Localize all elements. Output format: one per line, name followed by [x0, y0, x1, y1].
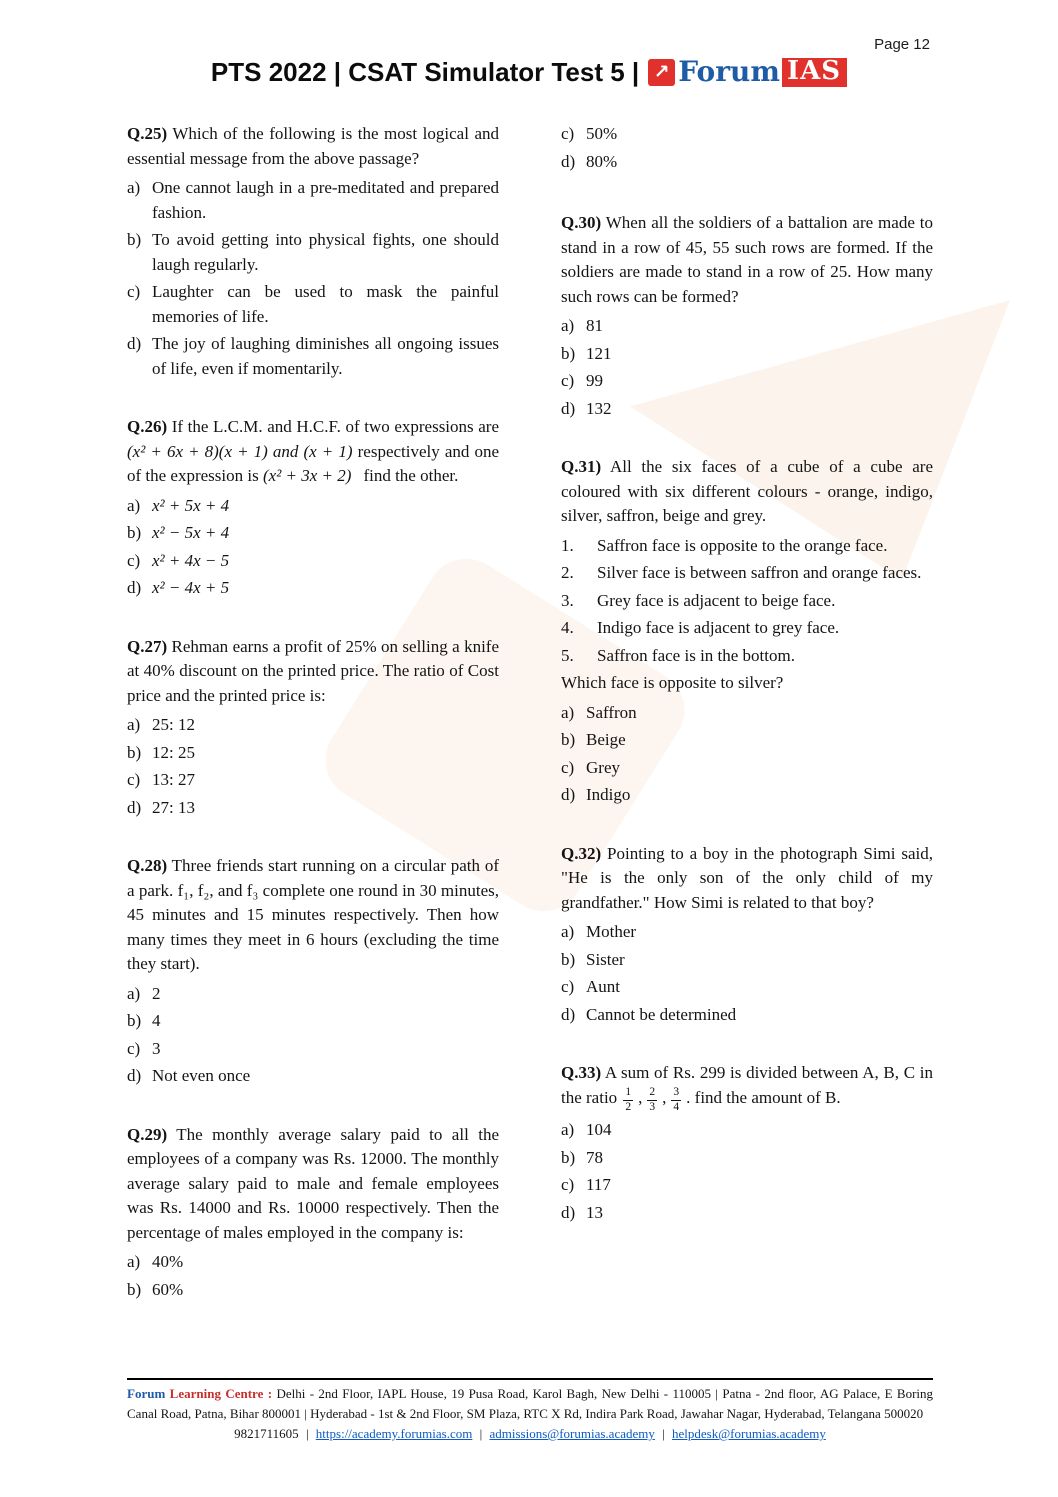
fraction-two-thirds: $\frac{2}{3}$	[649, 1086, 656, 1113]
footer-separator: |	[662, 1426, 665, 1441]
option-text: Cannot be determined	[586, 1004, 737, 1024]
question-31-prompt	[561, 455, 933, 529]
question-number: Q.26)	[127, 417, 168, 436]
footer-link-admissions-email[interactable]: admissions@forumias.academy	[489, 1426, 655, 1441]
option-text: 117	[586, 1175, 611, 1194]
page-number-label: Page 12	[874, 36, 930, 53]
statement-text: Grey face is adjacent to beige face.	[597, 590, 836, 610]
math-expression: (x + 1)	[303, 441, 353, 461]
question-27	[127, 635, 499, 821]
option-text: Mother	[586, 922, 637, 941]
question-text: respectively and one of the expression is	[127, 441, 500, 485]
logo-ias-badge: IAS	[782, 58, 847, 87]
option-c	[127, 549, 499, 574]
statement-number: 3.	[561, 590, 574, 610]
footer-address-text: Delhi - 2nd Floor, IAPL House, 19 Pusa Road, Karol Bagh, New Delhi - 110005 | Patna - 2nd floor, AG Palace, E Boring Canal Road, Patna, Bihar 800001 | Hyderabad - 1st & 2nd Floor, SM Plaza, RTC X Rd, Indira Park Road, Jawahar Nagar, Hyderabad, Telangana 500020	[127, 1386, 934, 1421]
option-label: d)	[127, 1066, 142, 1085]
option-d	[127, 332, 499, 381]
question-number: Q.30)	[561, 213, 602, 232]
option-b	[127, 1278, 499, 1303]
question-25	[127, 122, 499, 381]
option-label: a)	[561, 702, 575, 722]
option-b	[561, 342, 933, 367]
option-label: d)	[561, 1004, 576, 1024]
footer-divider	[127, 1378, 933, 1380]
option-d	[127, 796, 499, 821]
statement-number: 1.	[561, 535, 574, 555]
footer-links	[127, 1424, 933, 1444]
footer-separator: |	[305, 1426, 309, 1441]
option-a	[127, 1250, 499, 1275]
option-a	[561, 701, 933, 726]
footer-link-website[interactable]: https://academy.forumias.com	[315, 1426, 473, 1441]
question-30-prompt	[561, 211, 933, 309]
question-text: find the other.	[363, 466, 459, 485]
statement-item-1	[561, 534, 933, 559]
option-a	[127, 494, 499, 519]
option-label: b)	[127, 230, 142, 249]
option-label: a)	[127, 178, 141, 197]
option-label: b)	[561, 949, 576, 969]
option-label: d)	[127, 578, 142, 597]
question-31	[561, 455, 933, 808]
question-text: If the L.C.M. and H.C.F. of two expressions are	[171, 417, 500, 436]
question-number: Q.32)	[561, 843, 602, 863]
option-text: 4	[152, 1011, 161, 1030]
fraction-three-quarters: $\frac{3}{4}$	[673, 1086, 680, 1113]
question-32	[561, 842, 933, 1028]
option-text: 121	[586, 343, 612, 363]
option-c	[561, 122, 933, 147]
forumias-logo	[648, 55, 847, 88]
option-label: c)	[561, 371, 575, 390]
logo-forum-text: Forum	[678, 55, 780, 88]
option-a	[561, 1118, 933, 1143]
fraction-separator: ,	[638, 1087, 643, 1107]
option-text: x² − 4x + 5	[152, 578, 230, 597]
option-label: c)	[561, 1175, 575, 1194]
option-text: Aunt	[586, 977, 620, 996]
question-text: The monthly average salary paid to all the employees of a company was Rs. 12000. The monthly average salary paid to male and female employees was Rs. 14000 and Rs. 10000 respectively. Then the percentage of males employed in the company is:	[127, 1124, 499, 1242]
option-a	[561, 920, 933, 945]
option-text: 60%	[152, 1279, 184, 1299]
option-b	[127, 228, 499, 277]
option-c	[561, 1173, 933, 1198]
option-text: x² − 5x + 4	[152, 523, 230, 542]
document-title: PTS 2022 | CSAT Simulator Test 5 |	[210, 57, 640, 87]
option-c	[561, 975, 933, 1000]
option-b	[561, 948, 933, 973]
footer-brand-forum: Forum	[127, 1386, 166, 1401]
option-label: b)	[127, 742, 142, 762]
question-text: Which of the following is the most logical and essential message from the above passage?	[127, 124, 499, 168]
option-d	[127, 576, 499, 601]
statement-item-4	[561, 616, 933, 641]
question-number: Q.29)	[127, 1124, 168, 1144]
option-d	[561, 783, 933, 808]
option-a	[561, 314, 933, 339]
option-b	[127, 521, 499, 546]
left-column	[127, 122, 499, 1336]
question-number: Q.28)	[127, 856, 168, 875]
right-column	[561, 122, 933, 1259]
document-header	[0, 55, 1058, 88]
statement-text: Indigo face is adjacent to grey face.	[597, 618, 840, 637]
option-text: 78	[586, 1147, 603, 1167]
option-c	[127, 280, 499, 329]
option-label: b)	[127, 523, 142, 542]
question-29	[127, 1123, 499, 1303]
question-text: . find the amount of B.	[686, 1087, 841, 1107]
option-b	[127, 1009, 499, 1034]
option-label: a)	[127, 495, 141, 515]
option-label: a)	[127, 983, 141, 1003]
question-text: Rehman earns a profit of 25% on selling a knife at 40% discount on the printed price. The ratio of Cost price and the printed price is:	[127, 636, 499, 705]
question-26-prompt	[127, 415, 499, 489]
question-31-subquestion: Which face is opposite to silver?	[561, 673, 784, 692]
footer	[127, 1378, 933, 1444]
option-label: b)	[561, 1147, 576, 1167]
statement-number: 5.	[561, 645, 574, 665]
question-number: Q.27)	[127, 636, 168, 656]
option-text: 81	[586, 316, 603, 335]
option-a	[127, 713, 499, 738]
option-text: 40%	[152, 1252, 184, 1271]
option-text: 13	[586, 1202, 603, 1222]
option-text: 99	[586, 371, 603, 390]
footer-brand-learning-centre: Learning Centre :	[169, 1386, 273, 1401]
option-text: 50%	[586, 124, 618, 143]
option-label: b)	[127, 1279, 142, 1299]
option-c	[127, 768, 499, 793]
question-27-prompt	[127, 635, 499, 709]
option-d	[561, 1003, 933, 1028]
option-text: The joy of laughing diminishes all ongoing issues of life, even if momentarily.	[152, 334, 499, 378]
option-label: c)	[127, 550, 141, 570]
option-label: c)	[127, 282, 141, 301]
math-and: and	[272, 441, 299, 461]
option-text: x² + 4x − 5	[152, 550, 230, 570]
question-26	[127, 415, 499, 601]
option-text: Grey	[586, 757, 620, 777]
statement-item-3	[561, 589, 933, 614]
option-label: b)	[561, 730, 576, 749]
option-c	[127, 1037, 499, 1062]
question-33	[561, 1061, 933, 1225]
option-label: c)	[561, 977, 575, 996]
question-text: When all the soldiers of a battalion are made to stand in a row of 45, 55 such rows are formed. If the soldiers are made to stand in a row of 25. How many such rows can be formed?	[561, 213, 933, 306]
option-c	[561, 369, 933, 394]
option-label: c)	[127, 770, 141, 789]
statement-text: Saffron face is in the bottom.	[597, 645, 795, 665]
option-c	[561, 756, 933, 781]
option-text: 27: 13	[152, 797, 195, 817]
option-a	[127, 982, 499, 1007]
footer-address	[127, 1384, 933, 1424]
footer-phone: 9821711605	[234, 1426, 299, 1441]
option-label: a)	[561, 1120, 575, 1139]
option-label: d)	[127, 797, 142, 817]
option-text: 132	[586, 398, 612, 418]
statement-item-2	[561, 561, 933, 586]
option-label: d)	[561, 151, 576, 171]
option-d	[127, 1064, 499, 1089]
fraction-one-half: $\frac{1}{2}$	[625, 1086, 632, 1113]
statement-text: Saffron face is opposite to the orange face.	[597, 535, 888, 555]
option-text: 80%	[586, 151, 618, 171]
question-text: Three friends start running on a circular path of a park. f₁, f₂, and f₃ complete one round in 30 minutes, 45 minutes and 15 minutes respectively. Then how many times they meet in 6 hours (excluding the time they start).	[127, 856, 499, 973]
question-number: Q.31)	[561, 457, 602, 476]
option-text: x² + 5x + 4	[152, 495, 230, 515]
statement-number: 2.	[561, 563, 574, 582]
question-28-prompt	[127, 854, 499, 977]
question-text: Pointing to a boy in the photograph Simi said, "He is the only son of the only child of my grandfather." How Simi is related to that boy?	[561, 843, 934, 912]
option-text: Not even once	[152, 1066, 251, 1085]
question-25-prompt	[127, 122, 499, 171]
option-text: 25: 12	[152, 715, 195, 734]
math-expression: (x² + 3x + 2)	[262, 466, 352, 485]
option-d	[561, 397, 933, 422]
option-d	[561, 1201, 933, 1226]
option-label: d)	[561, 398, 576, 418]
option-text: To avoid getting into physical fights, one should laugh regularly.	[152, 230, 499, 274]
question-28	[127, 854, 499, 1089]
option-text: Indigo	[586, 785, 631, 804]
option-text: 13: 27	[152, 770, 195, 789]
option-label: a)	[127, 715, 141, 734]
option-label: a)	[561, 922, 575, 941]
option-text: Saffron	[586, 702, 637, 722]
option-label: d)	[561, 785, 576, 804]
option-b	[561, 728, 933, 753]
statement-number: 4.	[561, 618, 574, 637]
footer-separator: |	[479, 1426, 483, 1441]
option-label: c)	[561, 757, 575, 777]
option-text: 2	[152, 983, 161, 1003]
option-label: c)	[561, 124, 575, 143]
statement-item-5	[561, 644, 933, 669]
option-text: 12: 25	[152, 742, 195, 762]
option-label: b)	[561, 343, 576, 363]
option-text: Beige	[586, 730, 626, 749]
fraction-separator: ,	[662, 1087, 667, 1107]
option-text: Laughter can be used to mask the painful memories of life.	[152, 282, 499, 326]
option-label: d)	[127, 334, 142, 353]
statement-text: Silver face is between saffron and orange faces.	[597, 563, 922, 582]
question-number: Q.33)	[561, 1063, 602, 1082]
option-text: Sister	[586, 949, 625, 969]
question-29-options-continued	[561, 122, 933, 174]
option-b	[561, 1146, 933, 1171]
question-29-prompt	[127, 1123, 499, 1246]
option-label: a)	[561, 316, 575, 335]
option-text: 3	[152, 1038, 161, 1058]
option-label: d)	[561, 1202, 576, 1222]
option-text: 104	[586, 1120, 612, 1139]
option-text: One cannot laugh in a pre-meditated and prepared fashion.	[152, 178, 499, 222]
question-30	[561, 211, 933, 421]
option-b	[127, 741, 499, 766]
option-label: b)	[127, 1011, 142, 1030]
question-number: Q.25)	[127, 124, 168, 143]
math-expression: (x² + 6x + 8)(x + 1)	[127, 441, 268, 461]
question-32-prompt	[561, 842, 933, 916]
option-d	[561, 150, 933, 175]
question-text: All the six faces of a cube of a cube are coloured with six different colours - orange, indigo, silver, saffron, beige and grey.	[561, 457, 934, 525]
footer-link-helpdesk-email[interactable]: helpdesk@forumias.academy	[672, 1426, 826, 1441]
question-text: A sum of Rs. 299 is divided between A, B, C in the ratio	[561, 1063, 934, 1107]
option-a	[127, 176, 499, 225]
option-label: c)	[127, 1038, 141, 1058]
question-33-prompt	[561, 1061, 933, 1113]
option-label: a)	[127, 1252, 141, 1271]
logo-arrow-icon: ↗	[648, 59, 675, 86]
